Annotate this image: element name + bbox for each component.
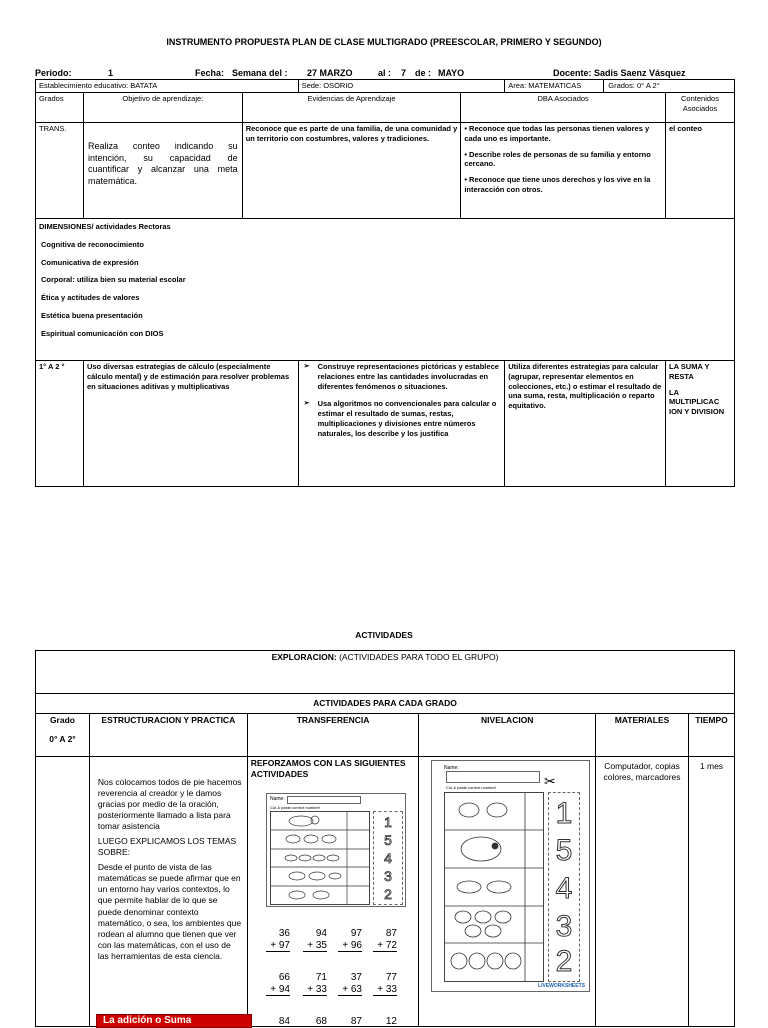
- periodo-value: 1: [108, 68, 114, 78]
- trans-dba: [461, 123, 666, 219]
- de-label: de :: [415, 68, 432, 78]
- sum-top-partial: 87: [350, 1016, 362, 1027]
- col-grado: [36, 714, 90, 757]
- sum-bottom-value: 33: [315, 983, 327, 995]
- al-label: al :: [378, 68, 392, 78]
- estructuracion-cell: [89, 757, 247, 1027]
- strip-number: 2: [555, 945, 573, 978]
- contenido-item: LA SUMA Y RESTA: [668, 362, 710, 381]
- sum-top: 71: [315, 972, 327, 983]
- col-contenidos: Contenidos Asociados: [665, 93, 734, 123]
- sum-item: [303, 972, 327, 996]
- fish-drawings: [445, 793, 543, 981]
- estructuracion-p2: LUEGO EXPLICAMOS LOS TEMAS SOBRE:: [97, 836, 237, 858]
- sum-top: 36: [278, 928, 290, 939]
- dba-item: • Reconoce que tiene unos derechos y los vive en la interacción con otros.: [464, 175, 651, 194]
- sum-line: [266, 995, 290, 996]
- sum-top-partial: 12: [385, 1016, 397, 1027]
- scissors-icon: ✂: [544, 773, 556, 789]
- sum-line: [303, 995, 327, 996]
- materiales-value: Computador, copias colores, marcadores: [596, 757, 689, 1027]
- col-tiempo: TIEMPO: [688, 714, 734, 757]
- dimension-item: Comunicativa de expresión: [41, 257, 139, 267]
- fish-drawings: [271, 812, 369, 904]
- sum-bottom-value: 97: [278, 939, 290, 951]
- sum-top: 87: [385, 928, 397, 939]
- tiempo-value: 1 mes: [688, 757, 734, 1027]
- sum-line: [303, 951, 327, 952]
- trans-contenidos: el conteo: [665, 123, 734, 219]
- sum-top-partial: 84: [278, 1016, 290, 1027]
- actividades-title: ACTIVIDADES: [355, 630, 413, 640]
- sum-top: 94: [315, 928, 327, 939]
- worksheet-instruction: Cut & paste correct number!: [270, 805, 321, 810]
- dimension-item: Cognitiva de reconocimiento: [41, 239, 144, 249]
- col-transferencia: TRANSFERENCIA: [247, 714, 419, 757]
- transferencia-title: REFORZAMOS CON LAS SIGUIENTES ACTIVIDADES: [250, 758, 406, 780]
- sum-bottom: + 96: [342, 939, 362, 951]
- adicion-suma-banner: La adición o Suma: [96, 1014, 252, 1028]
- trans-evidencias: Reconoce que es parte de una familia, de una comunidad y un territorio con costumbres, valores y tradiciones.: [242, 123, 461, 219]
- worksheet-name-label: Name:: [270, 796, 285, 802]
- strip-number: 2: [384, 886, 392, 902]
- sum-item: [266, 928, 290, 952]
- sum-line: [338, 951, 362, 952]
- strip-number: 3: [555, 910, 573, 943]
- dba-item: • Describe roles de personas de su familia y entorno cercano.: [464, 149, 651, 169]
- col-objetivo: Objetivo de aprendizaje:: [83, 93, 242, 123]
- strip-number: 1: [384, 814, 392, 830]
- col-materiales: MATERIALES: [596, 714, 689, 757]
- dimensiones: [36, 219, 735, 361]
- sum-top: 97: [350, 928, 362, 939]
- sum-item: [266, 972, 290, 996]
- sum-bottom: + 94: [270, 983, 290, 995]
- sum-bottom: + 35: [307, 939, 327, 951]
- estructuracion-p3: Desde el punto de vista de las matemáticas se puede afirmar que en un entorno hay varios contextos, lo que permite hablar de lo que se puede denominar contexto matemático, o sea, los ambientes que rodean al alumno que tienen que ver con las matemáticas, con el uso de las herramientas de esta ciencia.: [97, 862, 242, 961]
- fecha-label: Fecha:: [195, 68, 225, 78]
- estructuracion-p1: Nos colocamos todos de pie hacemos reverencia al creador y le damos gracias por medio de la oración, posteriormente llamado a lista para tomar asistencia: [97, 777, 242, 832]
- dimension-item: Estética buena presentación: [41, 310, 143, 320]
- col-grado-label: Grado: [49, 715, 75, 725]
- col-nivelacion: NIVELACION: [419, 714, 596, 757]
- trans-grado: TRANS.: [36, 123, 84, 219]
- contenido-item: LA MULTIPLICAC ION Y DIVISION: [668, 387, 725, 416]
- sum-bottom: + 72: [377, 939, 397, 951]
- semana-label: Semana del :: [232, 68, 288, 78]
- evidencia-item: ➢ Construye representaciones pictóricas y establece relaciones entre las cantidades involucradas en diferentes fenómenos o situaciones.: [302, 362, 502, 391]
- number-strip: [548, 792, 580, 982]
- worksheet-brand: LIVEWORKSHEETS: [538, 983, 585, 989]
- strip-number: 1: [555, 797, 573, 830]
- plan-table: [35, 79, 735, 487]
- col-grado-value: 0° A 2°: [49, 734, 76, 745]
- col-evidencias: Evidencias de Aprendizaje: [242, 93, 461, 123]
- sum-bottom: + 97: [270, 939, 290, 951]
- sum-top: 37: [350, 972, 362, 983]
- number-strip: [373, 811, 403, 905]
- dimension-item: Ética y actitudes de valores: [41, 293, 140, 302]
- dimension-item: DIMENSIONES/ actividades Rectoras: [39, 222, 171, 231]
- docente: Docente: Sadis Saenz Vásquez: [553, 68, 686, 78]
- col-estructuracion: ESTRUCTURACION Y PRACTICA: [89, 714, 247, 757]
- sum-line: [373, 995, 397, 996]
- sum-top: 66: [278, 972, 290, 983]
- exploracion-label: EXPLORACION:: [271, 652, 337, 662]
- strip-number: 5: [555, 834, 573, 867]
- sum-bottom-value: 96: [350, 939, 362, 951]
- evidencia-item: ➢ Usa algoritmos no convencionales para calcular o estimar el resultado de sumas, restas, multiplicaciones y divisiones entre números naturales, los describe y los justifica: [302, 399, 502, 438]
- establecimiento: Establecimiento educativo: BATATA: [36, 80, 299, 93]
- col-dba: DBA Asociados: [461, 93, 666, 123]
- sum-top: 77: [385, 972, 397, 983]
- col-grados: Grados: [36, 93, 84, 123]
- dba-1a2: Utiliza diferentes estrategias para calcular (agrupar, representar elementos en colecciones, etc.) o estimar el resultado de una suma, resta, multiplicación o reparto equitativo.: [505, 361, 666, 487]
- sum-line: [373, 951, 397, 952]
- evidencias-1a2: [298, 361, 505, 487]
- sum-bottom: + 33: [377, 983, 397, 995]
- dimension-item: Espiritual comunicación con DIOS: [41, 328, 164, 338]
- area-grados: [505, 80, 735, 93]
- worksheet-name-box: [446, 771, 540, 783]
- worksheet-instruction: Cut & paste correct number!: [446, 785, 497, 790]
- strip-number: 4: [384, 850, 392, 866]
- objetivo-1a2: Uso diversas estrategias de cálculo (especialmente cálculo mental) y de estimación para resolver problemas en situaciones aditivas y multiplicativas: [83, 361, 298, 487]
- sum-item: [338, 972, 362, 996]
- sum-bottom-value: 33: [385, 983, 397, 995]
- sum-item: [373, 972, 397, 996]
- contenidos-1a2: [665, 361, 734, 487]
- sum-bottom-value: 35: [315, 939, 327, 951]
- cada-grado: ACTIVIDADES PARA CADA GRADO: [36, 694, 735, 714]
- sum-bottom-value: 72: [385, 939, 397, 951]
- sum-bottom-value: 94: [278, 983, 290, 995]
- sum-top-partial: 68: [315, 1016, 327, 1027]
- grado-cell: [36, 757, 90, 1027]
- sum-line: [266, 951, 290, 952]
- area: Area: MATEMATICAS: [505, 80, 604, 92]
- exploracion-rest: (ACTIVIDADES PARA TODO EL GRUPO): [336, 652, 499, 662]
- strip-number: 5: [384, 832, 392, 848]
- sum-item: [303, 928, 327, 952]
- worksheet-name-box: [287, 796, 361, 804]
- document-title: INSTRUMENTO PROPUESTA PLAN DE CLASE MULTIGRADO (PREESCOLAR, PRIMERO Y SEGUNDO): [166, 37, 602, 47]
- worksheet-grid: [444, 792, 544, 982]
- exploracion: [36, 651, 735, 694]
- sum-item: [338, 928, 362, 952]
- trans-objetivo: Realiza conteo indicando su intención, su capacidad de cuantificar y alcanzar una meta matemática.: [83, 123, 242, 219]
- dba-item: • Reconoce que todas las personas tienen valores y cada uno es importante.: [464, 124, 650, 143]
- semana-value: 27 MARZO: [307, 68, 353, 78]
- worksheet-thumbnail-large: [431, 760, 590, 992]
- sum-bottom: + 63: [342, 983, 362, 995]
- strip-number: 3: [384, 868, 392, 884]
- periodo-label: Periodo:: [35, 68, 72, 78]
- worksheet-thumbnail-small: [266, 793, 406, 907]
- grados-info: Grados: 0° A 2°: [608, 81, 660, 90]
- al-value: 7: [401, 68, 407, 78]
- dimension-item: Corporal: utiliza bien su material escolar: [41, 275, 186, 285]
- sum-line: [338, 995, 362, 996]
- sum-bottom-value: 63: [350, 983, 362, 995]
- grado-1a2: 1° A 2 °: [36, 361, 84, 487]
- sum-item: [373, 928, 397, 952]
- strip-number: 4: [555, 872, 573, 905]
- sede: Sede: OSORIO: [298, 80, 505, 93]
- worksheet-grid: [270, 811, 370, 905]
- sum-bottom: + 33: [307, 983, 327, 995]
- worksheet-name-label: Name:: [444, 765, 459, 771]
- de-value: MAYO: [438, 68, 465, 78]
